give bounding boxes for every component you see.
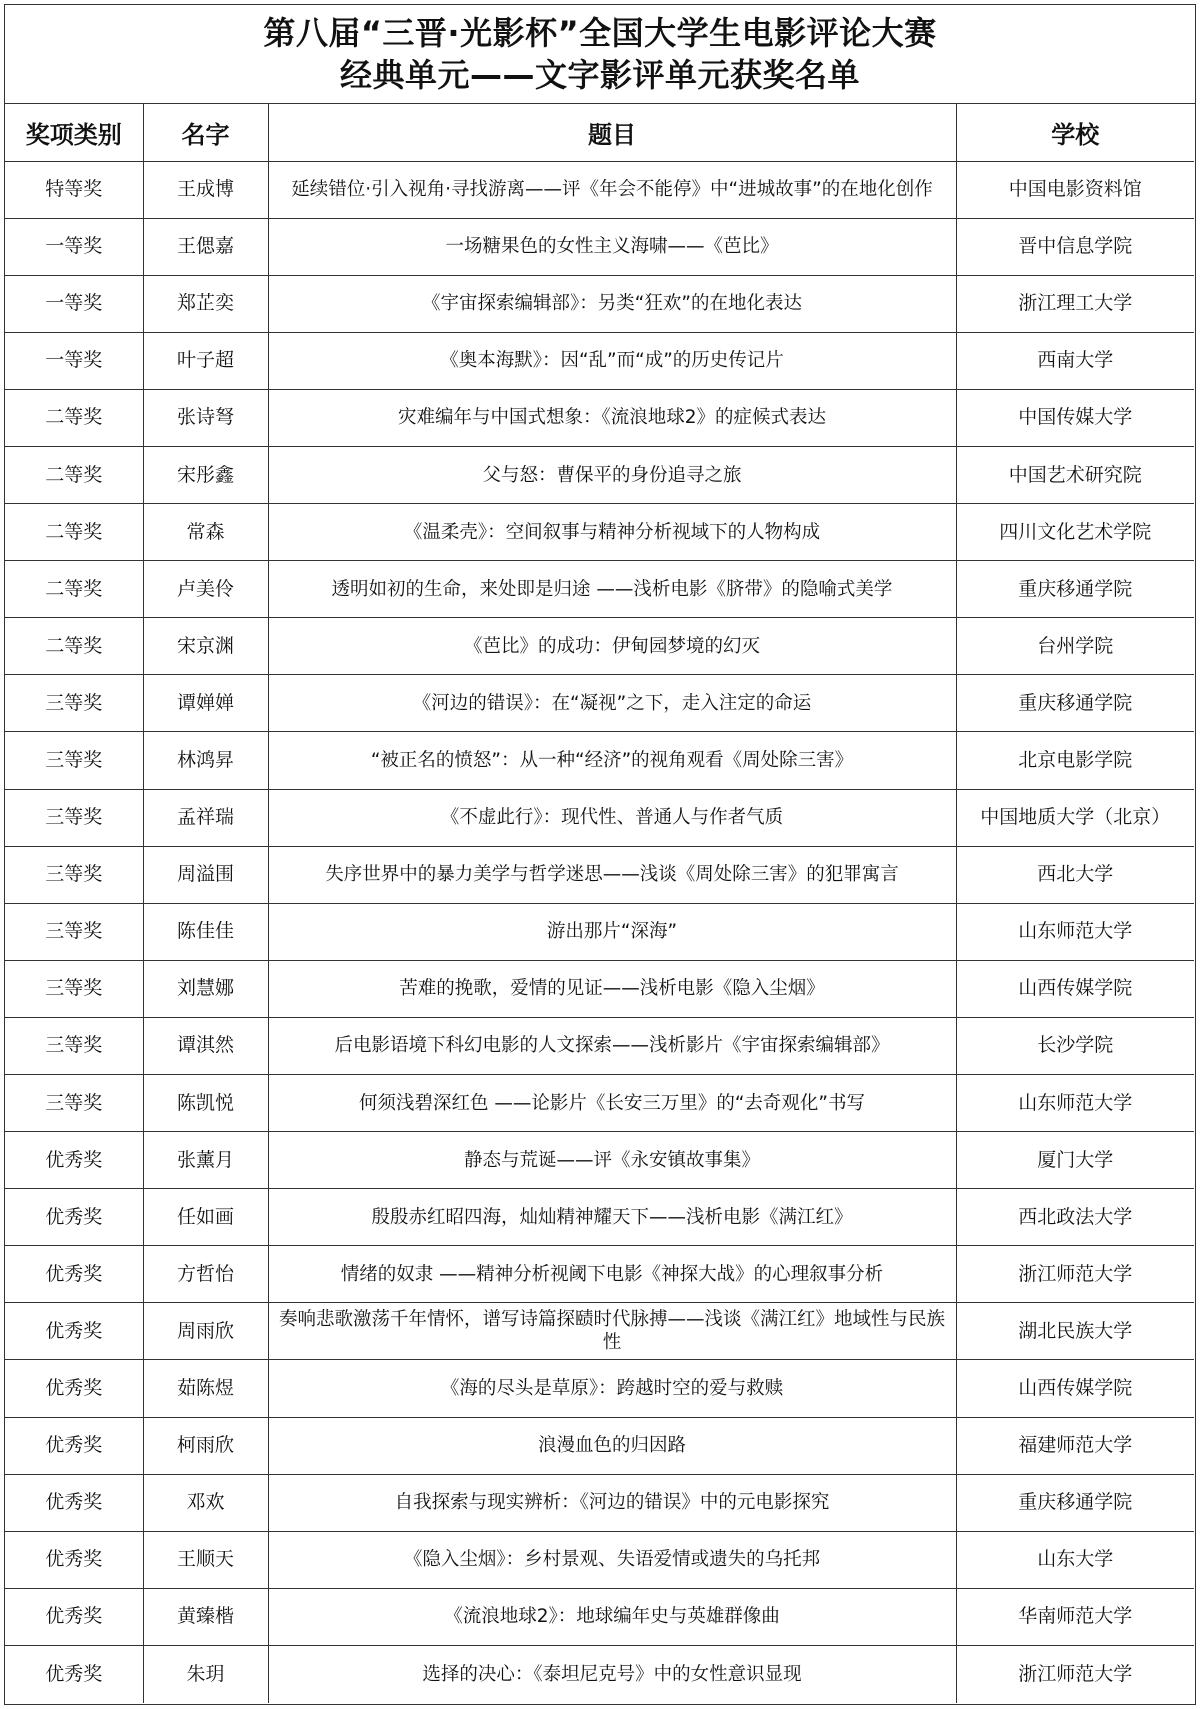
table-row [5,960,1194,1017]
winner-name-cell: 陈佳佳 [143,903,268,960]
award-category-cell: 优秀奖 [5,1246,143,1303]
award-category-cell: 特等奖 [5,161,143,218]
page-title: 第八届“三晋·光影杯”全国大学生电影评论大赛 [263,14,937,52]
essay-topic-cell: 《隐入尘烟》：乡村景观、失语爱情或遗失的乌托邦 [268,1531,956,1588]
school-cell: 四川文化艺术学院 [956,504,1194,561]
award-category-cell: 一等奖 [5,218,143,275]
essay-topic-cell: “被正名的愤怒”：从一种“经济”的视角观看《周处除三害》 [268,732,956,789]
essay-topic-cell: 苦难的挽歌，爱情的见证——浅析电影《隐入尘烟》 [268,960,956,1017]
award-category-cell: 三等奖 [5,846,143,903]
school-cell: 浙江师范大学 [956,1246,1194,1303]
school-cell: 中国地质大学（北京） [956,789,1194,846]
title-block [5,5,1195,104]
award-category-cell: 优秀奖 [5,1360,143,1417]
school-cell: 中国传媒大学 [956,389,1194,446]
winner-name-cell: 刘慧娜 [143,960,268,1017]
essay-topic-cell: 自我探索与现实辨析：《河边的错误》中的元电影探究 [268,1474,956,1531]
school-cell: 山西传媒学院 [956,960,1194,1017]
winner-name-cell: 陈凯悦 [143,1075,268,1132]
award-category-cell: 一等奖 [5,275,143,332]
winner-name-cell: 王偲嘉 [143,218,268,275]
essay-topic-cell: 失序世界中的暴力美学与哲学迷思——浅谈《周处除三害》的犯罪寓言 [268,846,956,903]
table-row [5,1645,1194,1702]
page-subtitle: 经典单元——文字影评单元获奖名单 [339,56,860,94]
essay-topic-cell: 《温柔壳》：空间叙事与精神分析视域下的人物构成 [268,504,956,561]
school-cell: 山西传媒学院 [956,1360,1194,1417]
table-row [5,1246,1194,1303]
table-row [5,675,1194,732]
table-row [5,1588,1194,1645]
school-cell: 北京电影学院 [956,732,1194,789]
award-category-cell: 二等奖 [5,561,143,618]
winner-name-cell: 朱玥 [143,1645,268,1702]
table-row [5,218,1194,275]
school-cell: 福建师范大学 [956,1417,1194,1474]
essay-topic-cell: 《奥本海默》：因“乱”而“成”的历史传记片 [268,332,956,389]
essay-topic-cell: 父与怒：曹保平的身份追寻之旅 [268,446,956,503]
table-row [5,618,1194,675]
winner-name-cell: 黄臻楷 [143,1588,268,1645]
winner-name-cell: 王顺天 [143,1531,268,1588]
winner-name-cell: 周溢围 [143,846,268,903]
school-cell: 晋中信息学院 [956,218,1194,275]
table-row [5,846,1194,903]
essay-topic-cell: 《芭比》的成功：伊甸园梦境的幻灭 [268,618,956,675]
essay-topic-cell: 情绪的奴隶 ——精神分析视阈下电影《神探大战》的心理叙事分析 [268,1246,956,1303]
winner-name-cell: 王成博 [143,161,268,218]
table-row [5,1075,1194,1132]
table-row [5,1132,1194,1189]
school-cell: 中国艺术研究院 [956,446,1194,503]
school-cell: 浙江师范大学 [956,1645,1194,1702]
essay-topic-cell: 延续错位·引入视角·寻找游离——评《年会不能停》中“进城故事”的在地化创作 [268,161,956,218]
winner-name-cell: 张诗弩 [143,389,268,446]
table-row [5,1531,1194,1588]
table-row [5,332,1194,389]
winner-name-cell: 谭婵婵 [143,675,268,732]
winner-name-cell: 方哲怡 [143,1246,268,1303]
winner-name-cell: 宋京渊 [143,618,268,675]
school-cell: 重庆移通学院 [956,1474,1194,1531]
award-category-cell: 三等奖 [5,1017,143,1074]
award-category-cell: 二等奖 [5,504,143,561]
winner-name-cell: 常森 [143,504,268,561]
winner-name-cell: 叶子超 [143,332,268,389]
table-row [5,1474,1194,1531]
essay-topic-cell: 奏响悲歌激荡千年情怀，谱写诗篇探赜时代脉搏——浅谈《满江红》地域性与民族性 [268,1303,956,1360]
award-category-cell: 三等奖 [5,789,143,846]
table-row [5,1360,1194,1417]
table-row [5,1017,1194,1074]
school-cell: 湖北民族大学 [956,1303,1194,1360]
table-row [5,1189,1194,1246]
table-row [5,275,1194,332]
winner-name-cell: 张薰月 [143,1132,268,1189]
table-row [5,561,1194,618]
essay-topic-cell: 选择的决心：《泰坦尼克号》中的女性意识显现 [268,1645,956,1702]
award-category-cell: 优秀奖 [5,1588,143,1645]
award-category-cell: 三等奖 [5,960,143,1017]
award-category-cell: 二等奖 [5,389,143,446]
header-row [5,104,1194,161]
school-cell: 长沙学院 [956,1017,1194,1074]
school-cell: 山东师范大学 [956,903,1194,960]
winner-name-cell: 郑芷奕 [143,275,268,332]
award-category-cell: 优秀奖 [5,1474,143,1531]
award-category-cell: 优秀奖 [5,1645,143,1702]
school-cell: 山东大学 [956,1531,1194,1588]
winner-name-cell: 邓欢 [143,1474,268,1531]
essay-topic-cell: 灾难编年与中国式想象：《流浪地球2》的症候式表达 [268,389,956,446]
school-cell: 中国电影资料馆 [956,161,1194,218]
school-cell: 山东师范大学 [956,1075,1194,1132]
essay-topic-cell: 透明如初的生命，来处即是归途 ——浅析电影《脐带》的隐喻式美学 [268,561,956,618]
essay-topic-cell: 《流浪地球2》：地球编年史与英雄群像曲 [268,1588,956,1645]
header-topic: 题目 [268,104,956,161]
award-table [5,104,1194,1703]
essay-topic-cell: 一场糖果色的女性主义海啸——《芭比》 [268,218,956,275]
table-row [5,504,1194,561]
winner-name-cell: 卢美伶 [143,561,268,618]
header-school: 学校 [956,104,1194,161]
winner-name-cell: 林鸿昇 [143,732,268,789]
award-category-cell: 优秀奖 [5,1132,143,1189]
essay-topic-cell: 《宇宙探索编辑部》：另类“狂欢”的在地化表达 [268,275,956,332]
table-row [5,903,1194,960]
award-category-cell: 三等奖 [5,903,143,960]
table-row [5,161,1194,218]
table-row [5,789,1194,846]
school-cell: 华南师范大学 [956,1588,1194,1645]
header-name: 名字 [143,104,268,161]
winner-name-cell: 任如画 [143,1189,268,1246]
award-category-cell: 优秀奖 [5,1189,143,1246]
school-cell: 浙江理工大学 [956,275,1194,332]
award-category-cell: 三等奖 [5,732,143,789]
winner-name-cell: 周雨欣 [143,1303,268,1360]
school-cell: 台州学院 [956,618,1194,675]
school-cell: 重庆移通学院 [956,561,1194,618]
essay-topic-cell: 静态与荒诞——评《永安镇故事集》 [268,1132,956,1189]
award-category-cell: 优秀奖 [5,1531,143,1588]
school-cell: 重庆移通学院 [956,675,1194,732]
award-category-cell: 三等奖 [5,675,143,732]
school-cell: 厦门大学 [956,1132,1194,1189]
essay-topic-cell: 《河边的错误》：在“凝视”之下，走入注定的命运 [268,675,956,732]
award-category-cell: 二等奖 [5,618,143,675]
winner-name-cell: 孟祥瑞 [143,789,268,846]
table-row [5,732,1194,789]
essay-topic-cell: 《不虚此行》：现代性、普通人与作者气质 [268,789,956,846]
award-category-cell: 优秀奖 [5,1417,143,1474]
essay-topic-cell: 《海的尽头是草原》：跨越时空的爱与救赎 [268,1360,956,1417]
winner-name-cell: 茹陈煜 [143,1360,268,1417]
winner-name-cell: 谭淇然 [143,1017,268,1074]
essay-topic-cell: 何须浅碧深红色 ——论影片《长安三万里》的“去奇观化”书写 [268,1075,956,1132]
essay-topic-cell: 游出那片“深海” [268,903,956,960]
award-list-sheet [4,4,1196,1705]
table-row [5,1417,1194,1474]
award-category-cell: 优秀奖 [5,1303,143,1360]
table-row [5,1303,1194,1360]
table-row [5,389,1194,446]
school-cell: 西北政法大学 [956,1189,1194,1246]
award-category-cell: 二等奖 [5,446,143,503]
table-row [5,446,1194,503]
winner-name-cell: 柯雨欣 [143,1417,268,1474]
award-category-cell: 一等奖 [5,332,143,389]
school-cell: 西南大学 [956,332,1194,389]
essay-topic-cell: 后电影语境下科幻电影的人文探索——浅析影片《宇宙探索编辑部》 [268,1017,956,1074]
award-category-cell: 三等奖 [5,1075,143,1132]
essay-topic-cell: 浪漫血色的归因路 [268,1417,956,1474]
winner-name-cell: 宋彤鑫 [143,446,268,503]
header-category: 奖项类别 [5,104,143,161]
school-cell: 西北大学 [956,846,1194,903]
essay-topic-cell: 殷殷赤红昭四海，灿灿精神耀天下——浅析电影《满江红》 [268,1189,956,1246]
